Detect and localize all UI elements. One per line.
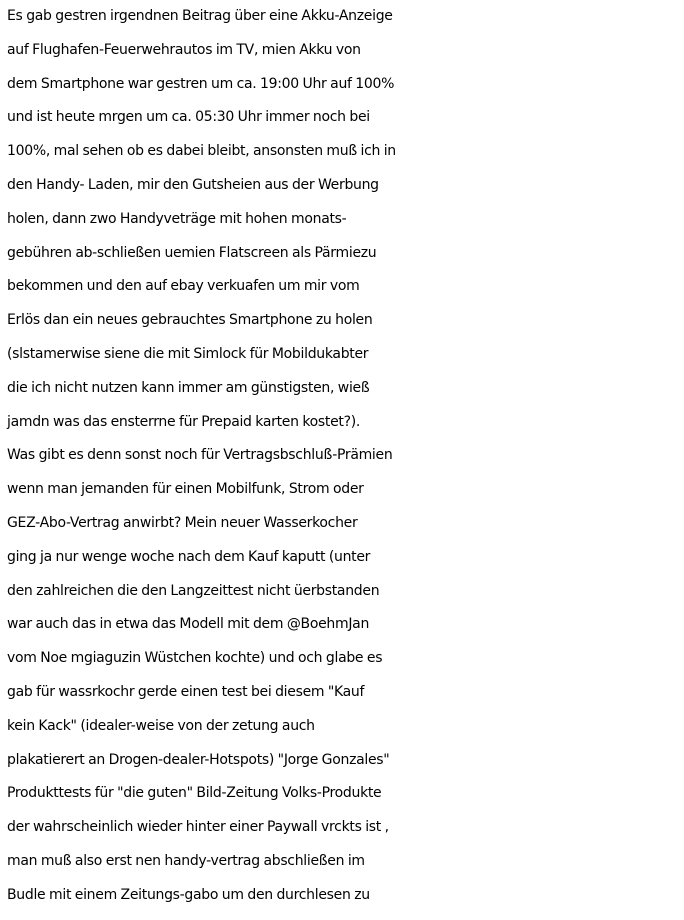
document-body bbox=[7, 0, 683, 913]
text-line-8: gebühren ab-schließen uemien Flatscreen als Pärmiezu bbox=[7, 244, 377, 261]
text-line-19: war auch das in etwa das Modell mit dem @BoehmJan bbox=[7, 616, 370, 633]
text-line-9: bekommen und den auf ebay verkuafen um mir vom bbox=[7, 278, 360, 295]
text-line-14: Was gibt es denn sonst noch für Vertragsbschluß-Prämien bbox=[7, 447, 393, 464]
text-line-23: plakatierert an Drogen-dealer-Hotspots) "Jorge Gonzales" bbox=[7, 751, 390, 768]
text-line-26: man muß also erst nen handy-vertrag abschließen im bbox=[7, 852, 365, 869]
text-line-11: (slstamerwise siene die mit Simlock für Mobildukabter bbox=[7, 345, 369, 362]
text-line-2: auf Flughafen-Feuerwehrautos im TV, mien Akku von bbox=[7, 41, 361, 58]
text-line-10: Erlös dan ein neues gebrauchtes Smartphone zu holen bbox=[7, 312, 373, 329]
text-line-21: gab für wassrkochr gerde einen test bei diesem "Kauf bbox=[7, 683, 365, 700]
text-line-20: vom Noe mgiaguzin Wüstchen kochte) und och glabe es bbox=[7, 650, 383, 667]
text-line-7: holen, dann zwo Handyveträge mit hohen monats- bbox=[7, 210, 347, 227]
text-line-12: die ich nicht nutzen kann immer am günstigsten, wieß bbox=[7, 379, 370, 396]
text-line-17: ging ja nur wenge woche nach dem Kauf kaputt (unter bbox=[7, 548, 371, 565]
text-line-22: kein Kack" (idealer-weise von der zetung auch bbox=[7, 717, 315, 734]
text-line-6: den Handy- Laden, mir den Gutsheien aus der Werbung bbox=[7, 176, 379, 193]
text-line-16: GEZ-Abo-Vertrag anwirbt? Mein neuer Wasserkocher bbox=[7, 514, 358, 531]
text-line-25: der wahrscheinlich wieder hinter einer Paywall vrckts ist , bbox=[7, 819, 389, 836]
text-line-5: 100%, mal sehen ob es dabei bleibt, ansonsten muß ich in bbox=[7, 143, 396, 160]
text-line-27: Budle mit einem Zeitungs-gabo um den durchlesen zu bbox=[7, 886, 370, 903]
text-line-15: wenn man jemanden für einen Mobilfunk, Strom oder bbox=[7, 481, 364, 498]
text-line-24: Produkttests für "die guten" Bild-Zeitung Volks-Produkte bbox=[7, 785, 382, 802]
text-line-1: Es gab gestren irgendnen Beitrag über eine Akku-Anzeige bbox=[7, 8, 393, 24]
text-line-4: und ist heute mrgen um ca. 05:30 Uhr immer noch bei bbox=[7, 109, 370, 126]
text-line-3: dem Smartphone war gestren um ca. 19:00 Uhr auf 100% bbox=[7, 75, 395, 92]
text-line-13: jamdn was das ensterrne für Prepaid karten kostet?). bbox=[7, 413, 361, 430]
text-line-18: den zahlreichen die den Langzeittest nicht üerbstanden bbox=[7, 582, 380, 599]
